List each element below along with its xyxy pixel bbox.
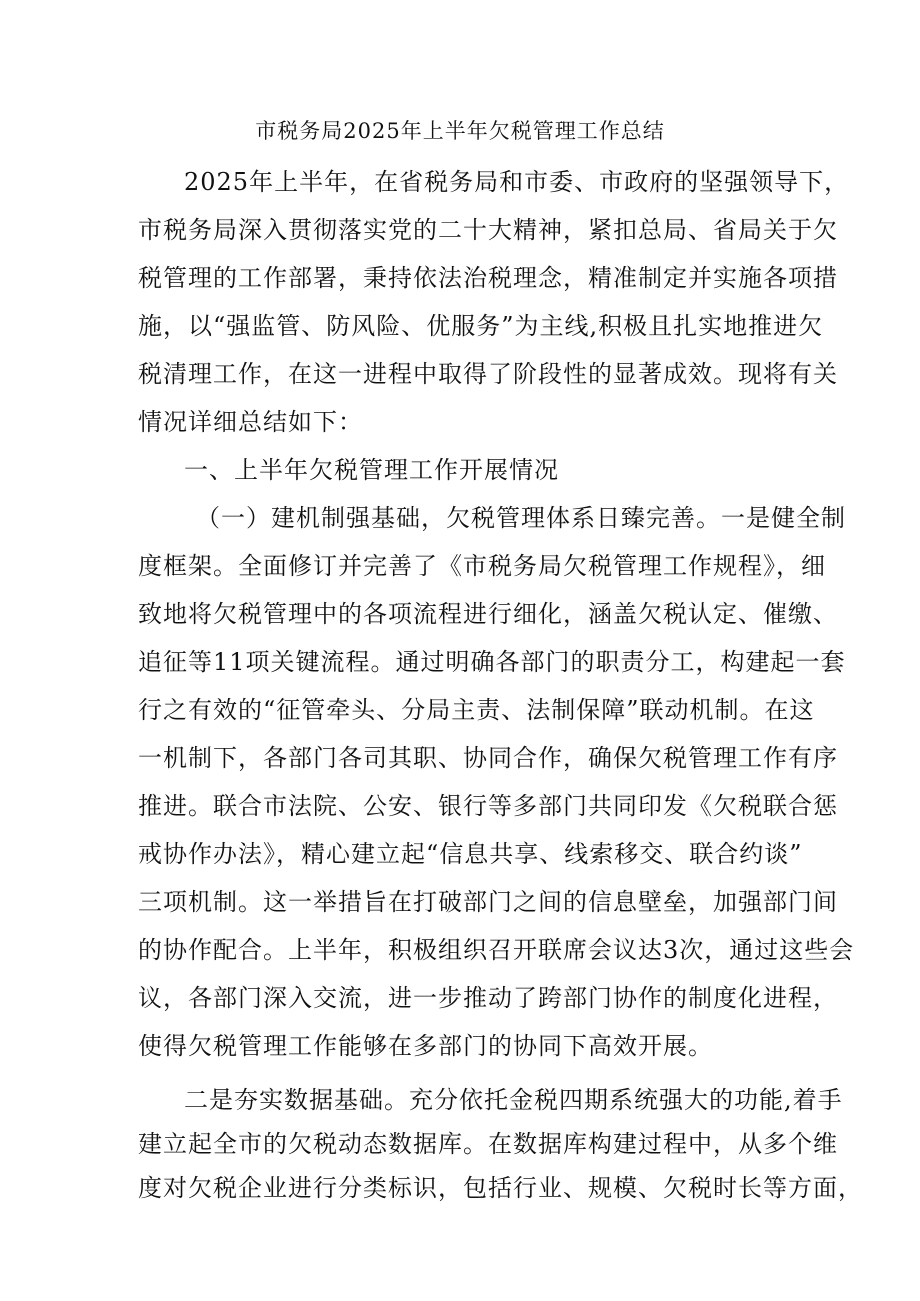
paragraph-line: 致地将欠税管理中的各项流程进行细化，涵盖欠税认定、催缴、 xyxy=(138,600,838,628)
paragraph-line: 三项机制。这一举措旨在打破部门之间的信息壁垒，加强部门间 xyxy=(138,888,838,916)
paragraph-line: 二是夯实数据基础。充分依托金税四期系统强大的功能,着手 xyxy=(184,1086,843,1114)
section-heading: 一、上半年欠税管理工作开展情况 xyxy=(184,456,559,484)
paragraph-line: 议，各部门深入交流，进一步推动了跨部门协作的制度化进程， xyxy=(138,984,838,1012)
paragraph-line: 推进。联合市法院、公安、银行等多部门共同印发《欠税联合惩 xyxy=(138,792,838,820)
paragraph-line: 行之有效的“征管牵头、分局主责、法制保障”联动机制。在这 xyxy=(138,696,815,724)
paragraph-line: 税清理工作，在这一进程中取得了阶段性的显著成效。现将有关 xyxy=(138,360,838,388)
document-title: 市税务局2025年上半年欠税管理工作总结 xyxy=(255,119,665,143)
paragraph-line: 施，以“强监管、防风险、优服务”为主线,积极且扎实地推进欠 xyxy=(138,312,824,340)
paragraph-line: 市税务局深入贯彻落实党的二十大精神，紧扣总局、省局关于欠 xyxy=(138,216,838,244)
paragraph-line: 度对欠税企业进行分类标识，包括行业、规模、欠税时长等方面， xyxy=(138,1174,863,1202)
paragraph-line: 情况详细总结如下： xyxy=(138,408,363,436)
paragraph-line: 追征等11项关键流程。通过明确各部门的职责分工，构建起一套 xyxy=(138,648,846,676)
paragraph-line: 2025年上半年，在省税务局和市委、市政府的坚强领导下， xyxy=(184,168,850,196)
paragraph-line: 戒协作办法》，精心建立起“信息共享、线索移交、联合约谈” xyxy=(138,840,803,868)
paragraph-line: 的协作配合。上半年，积极组织召开联席会议达3次，通过这些会 xyxy=(138,936,855,964)
paragraph-line: 一机制下，各部门各司其职、协同合作，确保欠税管理工作有序 xyxy=(138,744,838,772)
paragraph-line: （一）建机制强基础，欠税管理体系日臻完善。一是健全制 xyxy=(196,504,846,532)
paragraph-line: 税管理的工作部署，秉持依法治税理念，精准制定并实施各项措 xyxy=(138,264,838,292)
paragraph-line: 建立起全市的欠税动态数据库。在数据库构建过程中，从多个维 xyxy=(138,1130,838,1158)
paragraph-line: 度框架。全面修订并完善了《市税务局欠税管理工作规程》，细 xyxy=(138,552,826,580)
paragraph-line: 使得欠税管理工作能够在多部门的协同下高效开展。 xyxy=(138,1032,713,1060)
